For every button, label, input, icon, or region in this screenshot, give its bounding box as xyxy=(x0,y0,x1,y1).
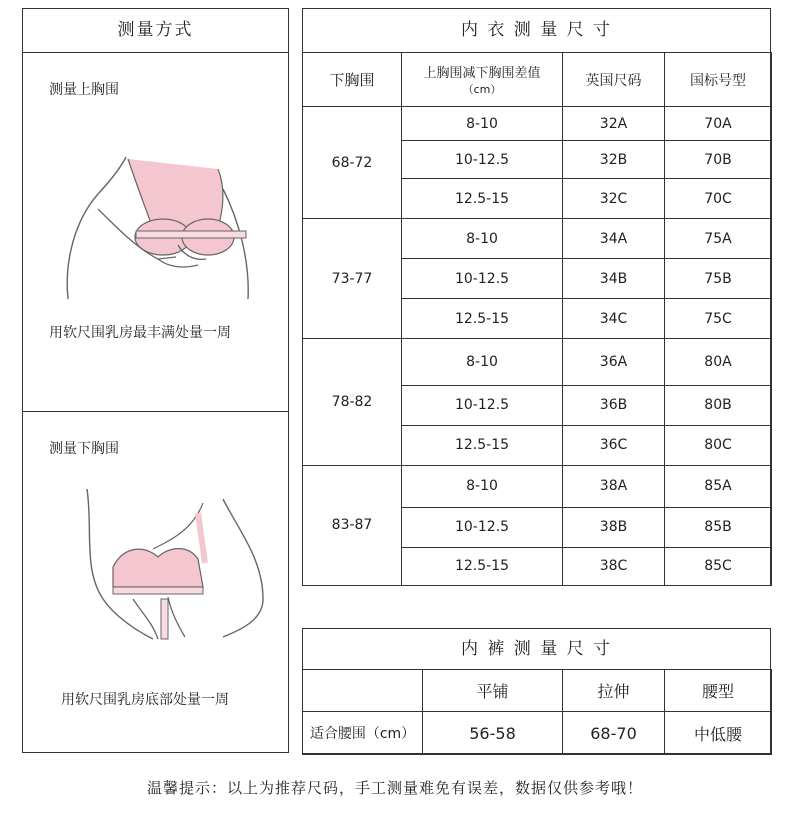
diff-cell: 10-12.5 xyxy=(402,259,563,299)
under-bust-caption: 用软尺围乳房底部处量一周 xyxy=(61,692,229,708)
bra-table-title: 内 衣 测 量 尺 寸 xyxy=(303,9,770,53)
intl-cell: 80C xyxy=(665,425,772,465)
diff-cell: 10-12.5 xyxy=(402,507,563,547)
header-intl-size: 国标号型 xyxy=(665,53,772,107)
under-bust-value: 68-72 xyxy=(303,107,402,219)
header-stretch: 拉伸 xyxy=(563,670,665,712)
header-diff xyxy=(402,53,563,107)
header-diff-line1: 上胸围减下胸围差值 xyxy=(423,66,541,82)
under-bust-value: 78-82 xyxy=(303,339,402,465)
uk-cell: 34C xyxy=(563,299,665,339)
under-bust-heading: 测量下胸围 xyxy=(49,441,119,457)
header-under-bust: 下胸围 xyxy=(303,53,402,107)
waist-row-label: 适合腰围（cm） xyxy=(303,712,423,755)
panty-table-title: 内 裤 测 量 尺 寸 xyxy=(303,629,770,670)
diff-cell: 12.5-15 xyxy=(402,179,563,219)
intl-cell: 85A xyxy=(665,465,772,507)
upper-bust-caption: 用软尺围乳房最丰满处量一周 xyxy=(49,325,231,341)
diff-cell: 10-12.5 xyxy=(402,385,563,425)
diff-cell: 12.5-15 xyxy=(402,547,563,585)
diff-cell: 10-12.5 xyxy=(402,141,563,179)
bra-size-grid xyxy=(302,52,772,586)
panty-corner-cell xyxy=(303,670,423,712)
diff-cell: 8-10 xyxy=(402,465,563,507)
under-bust-value: 83-87 xyxy=(303,465,402,585)
uk-cell: 38A xyxy=(563,465,665,507)
uk-cell: 38B xyxy=(563,507,665,547)
diff-cell: 8-10 xyxy=(402,219,563,259)
bra-size-table xyxy=(302,8,771,586)
uk-cell: 36C xyxy=(563,425,665,465)
uk-cell: 32C xyxy=(563,179,665,219)
panty-size-table xyxy=(302,628,771,754)
under-bust-value: 73-77 xyxy=(303,219,402,339)
intl-cell: 80A xyxy=(665,339,772,385)
intl-cell: 85C xyxy=(665,547,772,585)
diff-cell: 12.5-15 xyxy=(402,425,563,465)
uk-cell: 36A xyxy=(563,339,665,385)
diff-cell: 8-10 xyxy=(402,107,563,141)
intl-cell: 80B xyxy=(665,385,772,425)
intl-cell: 70B xyxy=(665,141,772,179)
uk-cell: 32A xyxy=(563,107,665,141)
tip-text: 温馨提示：以上为推荐尺码，手工测量难免有误差，数据仅供参考哦！ xyxy=(146,779,643,797)
header-diff-line2: （cm） xyxy=(462,83,502,97)
intl-cell: 85B xyxy=(665,507,772,547)
measure-panel-title: 测量方式 xyxy=(23,9,288,53)
intl-cell: 75C xyxy=(665,299,772,339)
upper-bust-heading: 测量上胸围 xyxy=(49,82,119,98)
uk-cell: 32B xyxy=(563,141,665,179)
intl-cell: 70C xyxy=(665,179,772,219)
diff-cell: 12.5-15 xyxy=(402,299,563,339)
waist-type-value: 中低腰 xyxy=(665,712,772,755)
intl-cell: 75A xyxy=(665,219,772,259)
panel-divider xyxy=(23,411,288,412)
uk-cell: 34B xyxy=(563,259,665,299)
intl-cell: 75B xyxy=(665,259,772,299)
header-uk-size: 英国尺码 xyxy=(563,53,665,107)
uk-cell: 36B xyxy=(563,385,665,425)
upper-bust-illustration xyxy=(58,149,258,299)
uk-cell: 38C xyxy=(563,547,665,585)
under-bust-illustration xyxy=(73,489,273,649)
intl-cell: 70A xyxy=(665,107,772,141)
measure-method-panel xyxy=(22,8,289,753)
stretch-value: 68-70 xyxy=(563,712,665,755)
diff-cell: 8-10 xyxy=(402,339,563,385)
header-waist-type: 腰型 xyxy=(665,670,772,712)
panty-size-grid xyxy=(302,669,772,755)
flat-value: 56-58 xyxy=(423,712,563,755)
header-flat: 平铺 xyxy=(423,670,563,712)
uk-cell: 34A xyxy=(563,219,665,259)
